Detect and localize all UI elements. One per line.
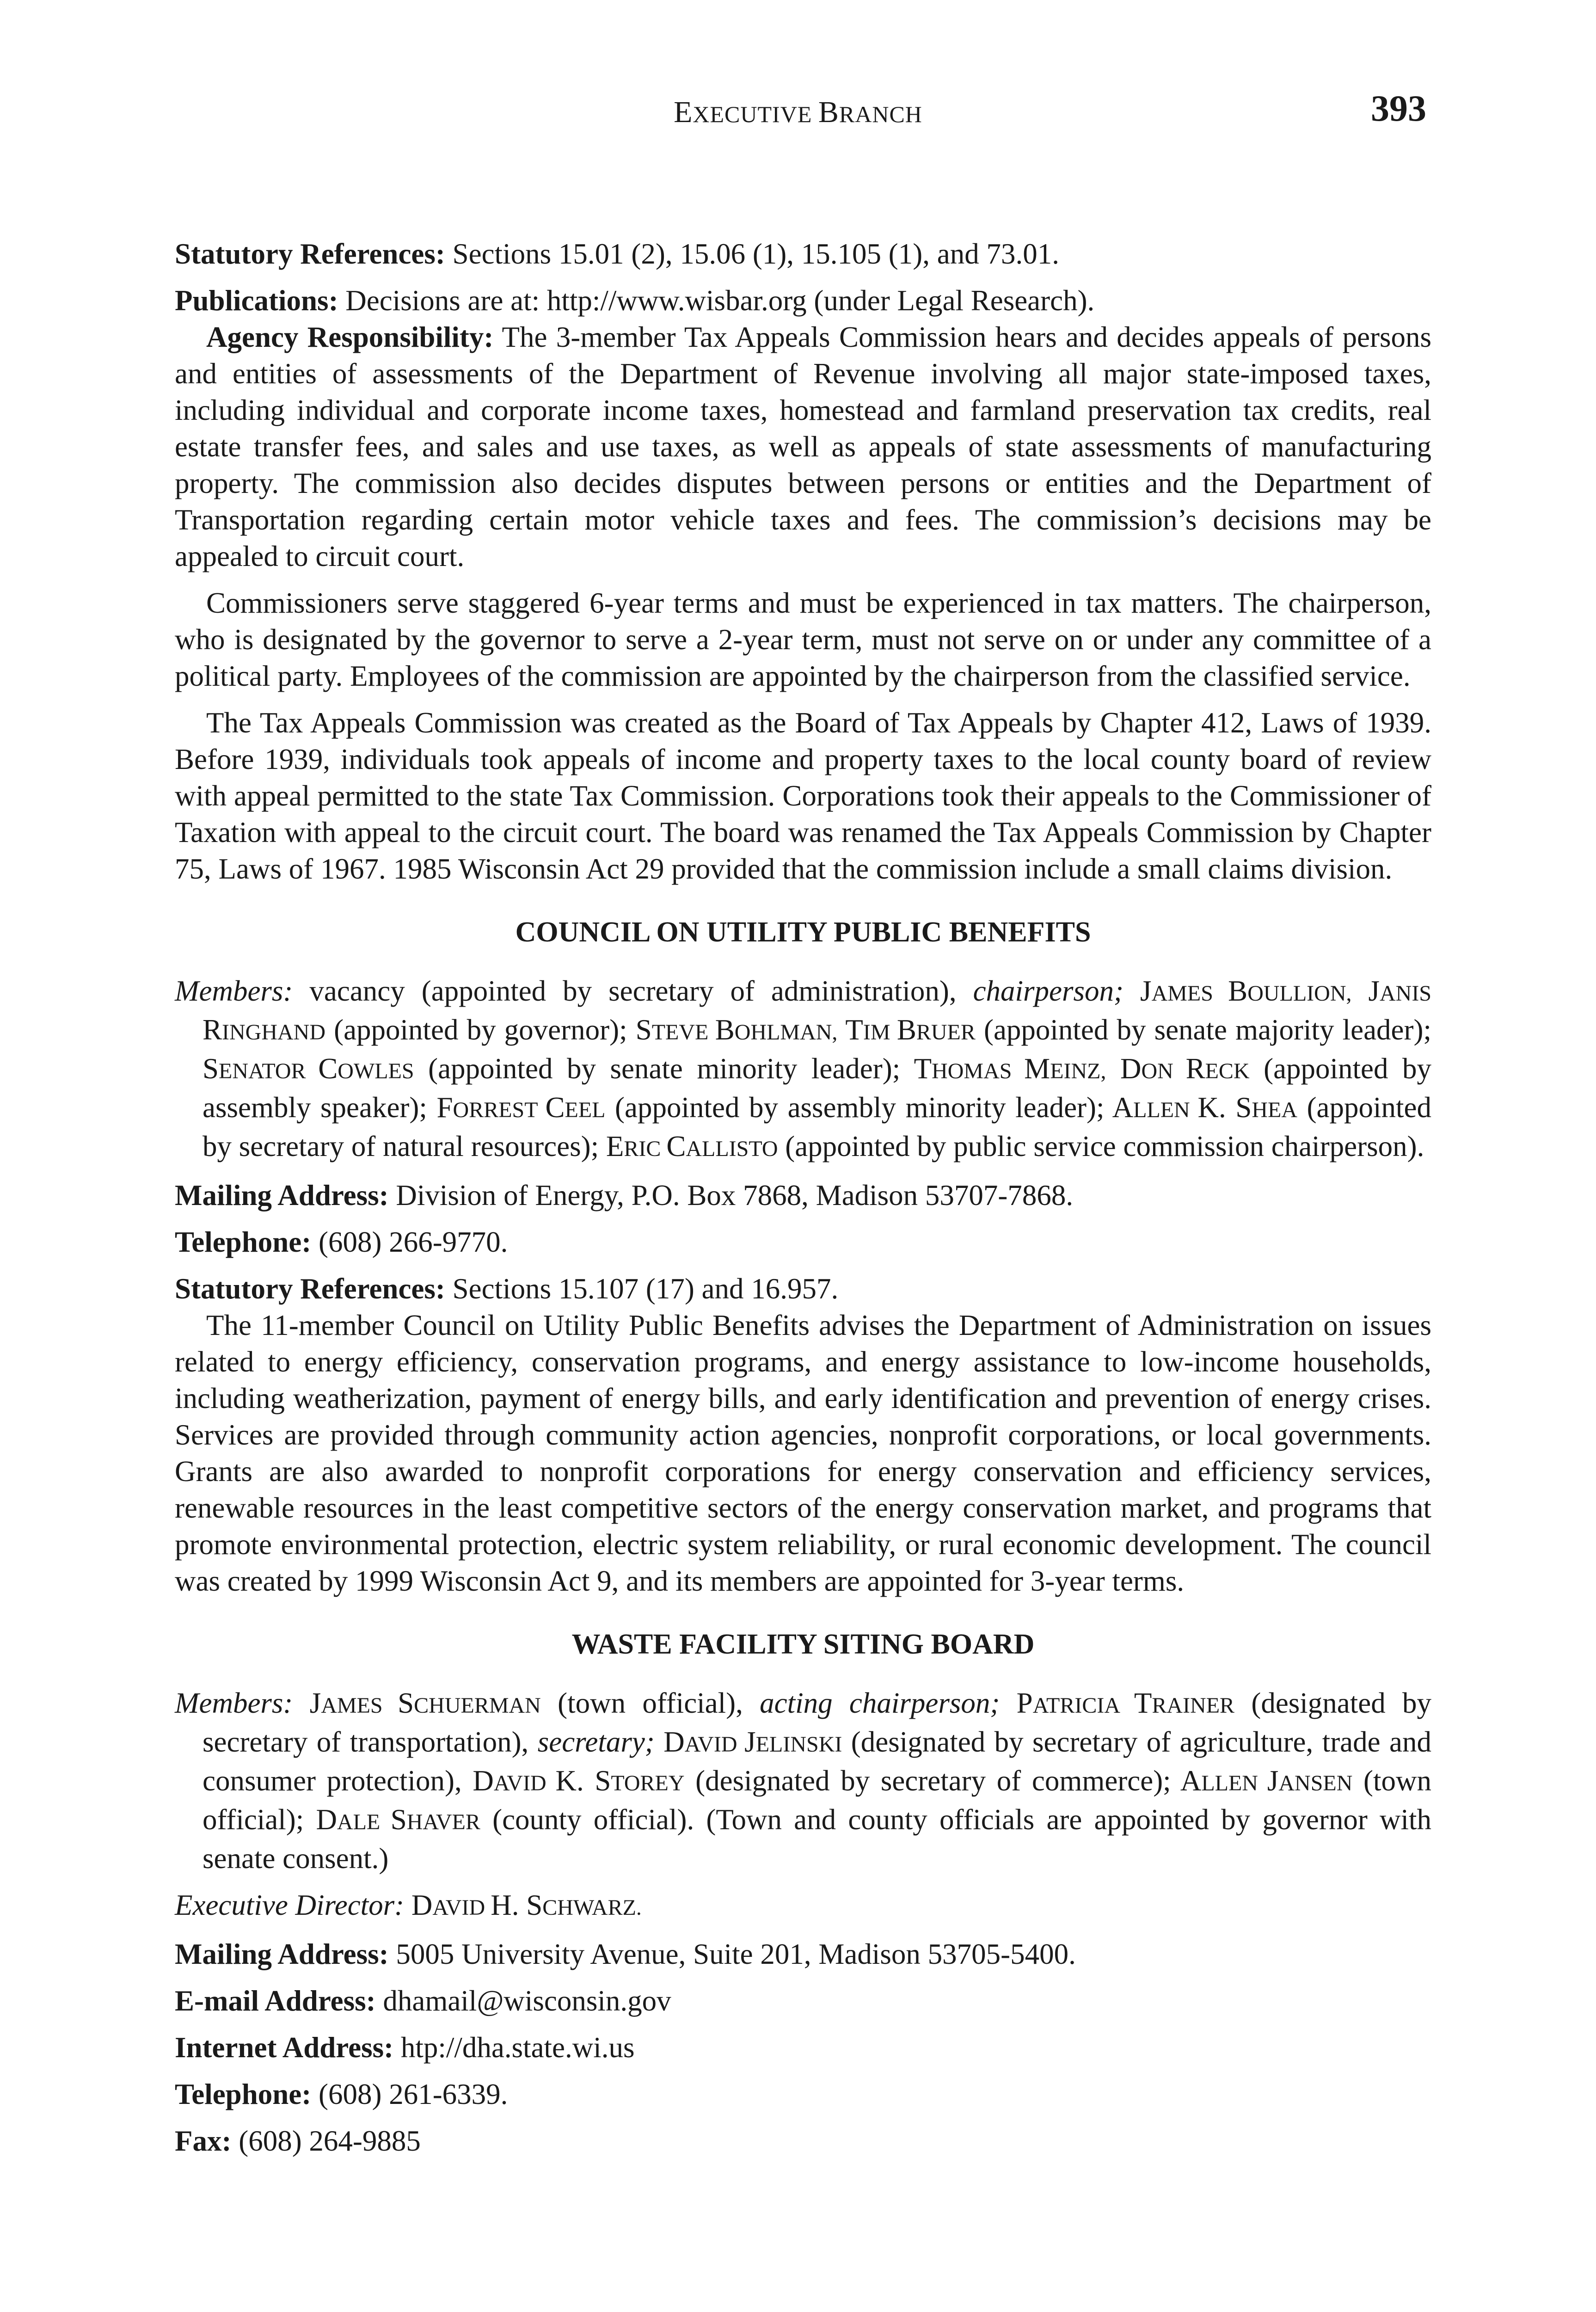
waste-members-text-2: (designated by secretary of transportation),: [203, 1687, 1432, 1758]
member-name-part: E: [606, 1130, 624, 1162]
waste-executive-label: Executive Director:: [175, 1889, 405, 1921]
tax-statutory-label: Statutory References:: [175, 238, 445, 270]
member-name-part: C: [545, 1091, 565, 1124]
waste-members-label: Members:: [175, 1687, 293, 1719]
tax-statutory-references: [175, 236, 1431, 272]
member-name-part: D: [1106, 1052, 1142, 1085]
council-telephone-text: (608) 266-9770.: [311, 1226, 508, 1258]
member-name-part: ALLISTO: [686, 1137, 778, 1161]
waste-telephone-text: (608) 261-6339.: [311, 2078, 508, 2110]
member-name-part: B: [715, 1014, 735, 1046]
waste-executive-director: [175, 1887, 1431, 1926]
council-members-text-7: (appointed by secretary of natural resources);: [203, 1091, 1431, 1162]
member-name-part: OHLMAN,: [734, 1020, 838, 1045]
member-name-part: T: [914, 1052, 932, 1085]
member-name-part: ECK: [1205, 1059, 1250, 1083]
council-mailing-label: Mailing Address:: [175, 1179, 389, 1211]
member-name-part: AMES: [321, 1693, 398, 1718]
member-name-part: AMES: [1151, 981, 1228, 1006]
waste-members-text-6: (county official). (Town and county officials are appointed by governor with senate consent.): [203, 1803, 1431, 1875]
member-name-part: RIC: [624, 1137, 667, 1161]
member-name-part: RAINER: [1152, 1693, 1235, 1718]
council-statutory-label: Statutory References:: [175, 1273, 445, 1305]
waste-secretary-role: secretary;: [537, 1726, 655, 1758]
council-members-text-1: vacancy (appointed by secretary of administration),: [293, 975, 973, 1007]
member-name-part: T: [837, 1014, 863, 1046]
member-name-part: A: [1180, 1765, 1202, 1797]
director-name-part: AVID: [432, 1895, 491, 1920]
member-name-part: M: [1024, 1052, 1050, 1085]
member-name-part: ANSEN: [1278, 1771, 1353, 1795]
member-name-part: HOMAS: [932, 1059, 1025, 1083]
tax-publications-text: Decisions are at: http://www.wisbar.org (under Legal Research).: [338, 284, 1095, 317]
running-head: [0, 95, 1596, 130]
council-statutory-references: [175, 1271, 1431, 1307]
council-description: The 11-member Council on Utility Public Benefits advises the Department of Administration on issues related to energy efficiency, conservation programs, and energy assistance to low-income households, including weatherization, payment of energy bills, and early identification and prevention of energy crises. Services are provided through community action agencies, nonprofit corporations, or local governments. Grants are also awarded to nonprofit corporations for energy conservation and efficiency services, renewable resources in the least competitive sectors of the energy conservation market, and programs that promote environmental protection, electric system reliability, or rural economic development. The council was created by 1999 Wisconsin Act 9, and its members are appointed for 3-year terms.: [175, 1309, 1431, 1597]
waste-mailing-address: [175, 1936, 1431, 1973]
member-name-part: EEL: [565, 1098, 606, 1122]
member-name-part: EINZ,: [1050, 1059, 1106, 1083]
member-name-part: CHUERMAN: [414, 1693, 541, 1718]
waste-internet-label: Internet Address:: [175, 2031, 394, 2064]
body-column: [175, 236, 1431, 2159]
member-name-part: B: [896, 1014, 916, 1046]
waste-members-text-3: (designated by secretary of agriculture, trade and consumer protection),: [203, 1726, 1431, 1797]
waste-mailing-label: Mailing Address:: [175, 1938, 389, 1970]
tax-paragraph-3: The Tax Appeals Commission was created as the Board of Tax Appeals by Chapter 412, Laws of 1939. Before 1939, individuals took appeals of income and property taxes to the local county board of review with appeal permitted to the state Tax Commission. Corporations took their appeals to the Commissioner of Taxation with appeal to the circuit court. The board was renamed the Tax Appeals Commission by Chapter 75, Laws of 1967. 1985 Wisconsin Act 29 provided that the commission include a small claims division.: [175, 707, 1431, 885]
member-name-part: ANIS: [1380, 981, 1432, 1006]
member-name-part: J: [293, 1687, 321, 1719]
tax-responsibility-label: Agency Responsibility:: [206, 321, 494, 353]
member-name-part: AVID: [684, 1732, 745, 1757]
waste-fax-text: (608) 264-9885: [231, 2125, 421, 2157]
member-name-part: R: [203, 1014, 222, 1046]
waste-members-text-5: (town official);: [203, 1765, 1431, 1836]
council-members-text-8: (appointed by public service commission chairperson).: [778, 1130, 1424, 1162]
tax-paragraph-2: Commissioners serve staggered 6-year terms and must be experienced in tax matters. The chairperson, who is designated by the governor to serve a 2-year term, must not serve on or under any committee of a political party. Employees of the commission are appointed by the chairperson from the classified service.: [175, 587, 1431, 692]
member-name-part: F: [436, 1091, 453, 1124]
member-name-part: J: [1267, 1765, 1279, 1797]
director-name-part: CHWARZ.: [542, 1895, 642, 1920]
waste-telephone: [175, 2076, 1431, 2113]
council-telephone-label: Telephone:: [175, 1226, 312, 1258]
member-name-part: S: [398, 1687, 414, 1719]
council-members-text-5: (appointed by assembly speaker);: [203, 1052, 1432, 1124]
member-name-part: K. S: [1197, 1091, 1252, 1124]
member-name-part: J: [1123, 975, 1152, 1007]
member-name-part: D: [473, 1765, 494, 1797]
waste-acting-chair-role: acting chairperson;: [760, 1687, 1000, 1719]
waste-telephone-label: Telephone:: [175, 2078, 312, 2110]
waste-members: [175, 1685, 1431, 1877]
tax-publications: [175, 283, 1431, 319]
member-name-part: R: [1185, 1052, 1205, 1085]
tax-publications-label: Publications:: [175, 284, 338, 317]
member-name-part: RUER: [916, 1020, 976, 1045]
member-name-part: C: [318, 1052, 338, 1085]
member-name-part: D: [654, 1726, 685, 1758]
waste-internet-text: htp://dha.state.wi.us: [393, 2031, 635, 2064]
council-members-text-2: (appointed by governor);: [325, 1014, 636, 1046]
member-name-part: IM: [863, 1020, 897, 1045]
member-name-part: TOREY: [611, 1771, 685, 1795]
waste-members-text-4: (designated by secretary of commerce);: [684, 1765, 1180, 1797]
council-telephone: [175, 1224, 1431, 1261]
waste-fax-label: Fax:: [175, 2125, 232, 2157]
council-chair-role: chairperson;: [973, 975, 1124, 1007]
member-name-part: T: [1134, 1687, 1152, 1719]
council-members-text-3: (appointed by senate majority leader);: [975, 1014, 1431, 1046]
tax-statutory-text: Sections 15.01 (2), 15.06 (1), 15.105 (1), and 73.01.: [445, 238, 1059, 270]
running-head-smallcaps-2: RANCH: [839, 101, 922, 127]
council-members-label: Members:: [175, 975, 293, 1007]
member-name-part: OULLION,: [1247, 981, 1352, 1006]
member-name-part: S: [635, 1014, 652, 1046]
member-name-part: ELINSKI: [755, 1732, 842, 1757]
running-head-smallcaps-1: XECUTIVE: [693, 101, 818, 127]
member-name-part: S: [203, 1052, 219, 1085]
member-name-part: INGHAND: [222, 1020, 325, 1045]
running-head-initial-1: E: [674, 95, 693, 129]
member-name-part: ON: [1141, 1059, 1186, 1083]
waste-internet-address: [175, 2029, 1431, 2066]
waste-mailing-text: 5005 University Avenue, Suite 201, Madison 53705-5400.: [388, 1938, 1076, 1970]
member-name-part: A: [1112, 1091, 1134, 1124]
member-name-part: J: [1351, 975, 1380, 1007]
member-name-part: OWLES: [338, 1059, 414, 1083]
member-name-part: AVID: [493, 1771, 556, 1795]
director-name-part: H. S: [491, 1889, 543, 1921]
member-name-part: ATRICIA: [1032, 1693, 1134, 1718]
page-number: 393: [1371, 88, 1426, 129]
council-statutory-text: Sections 15.107 (17) and 16.957.: [445, 1273, 839, 1305]
waste-email-label: E-mail Address:: [175, 1985, 376, 2017]
member-name-part: HEA: [1252, 1098, 1298, 1122]
running-head-initial-2: B: [818, 95, 839, 129]
council-members-text-6: (appointed by assembly minority leader);: [605, 1091, 1112, 1124]
member-name-part: J: [744, 1726, 756, 1758]
council-mailing-address: [175, 1177, 1431, 1214]
council-members: [175, 973, 1431, 1167]
waste-fax: [175, 2123, 1431, 2159]
member-name-part: HAVER: [406, 1810, 480, 1834]
tax-agency-responsibility: [175, 319, 1431, 575]
council-heading: COUNCIL ON UTILITY PUBLIC BENEFITS: [515, 916, 1091, 948]
waste-heading: WASTE FACILITY SITING BOARD: [571, 1629, 1035, 1660]
member-name-part: ORREST: [453, 1098, 546, 1122]
tax-responsibility-text: The 3-member Tax Appeals Commission hears and decides appeals of persons and entities of assessments of the Department of Revenue involving all major state-imposed taxes, including individual and corporate income taxes, homestead and farmland preservation tax credits, real estate transfer fees, and sales and use taxes, as well as appeals of state assessments of manufacturing property. The commission also decides disputes between persons or entities and the Department of Transportation regarding certain motor vehicle taxes and fees. The commission’s decisions may be appealed to circuit court.: [175, 321, 1431, 572]
waste-email-text: dhamail@wisconsin.gov: [375, 1985, 671, 2017]
member-name-part: ENATOR: [219, 1059, 319, 1083]
council-mailing-text: Division of Energy, P.O. Box 7868, Madison 53707-7868.: [388, 1179, 1074, 1211]
member-name-part: LLEN: [1201, 1771, 1267, 1795]
waste-email-address: [175, 1983, 1431, 2019]
member-name-part: K. S: [555, 1765, 611, 1797]
member-name-part: ALE: [337, 1810, 391, 1834]
member-name-part: P: [1000, 1687, 1033, 1719]
waste-members-text-1: (town official),: [540, 1687, 760, 1719]
council-members-text-4: (appointed by senate minority leader);: [414, 1052, 914, 1085]
member-name-part: B: [1228, 975, 1248, 1007]
member-name-part: D: [316, 1803, 337, 1836]
member-name-part: LLEN: [1133, 1098, 1198, 1122]
director-name-part: D: [404, 1889, 433, 1921]
member-name-part: TEVE: [651, 1020, 715, 1045]
member-name-part: C: [666, 1130, 686, 1162]
member-name-part: S: [390, 1803, 407, 1836]
